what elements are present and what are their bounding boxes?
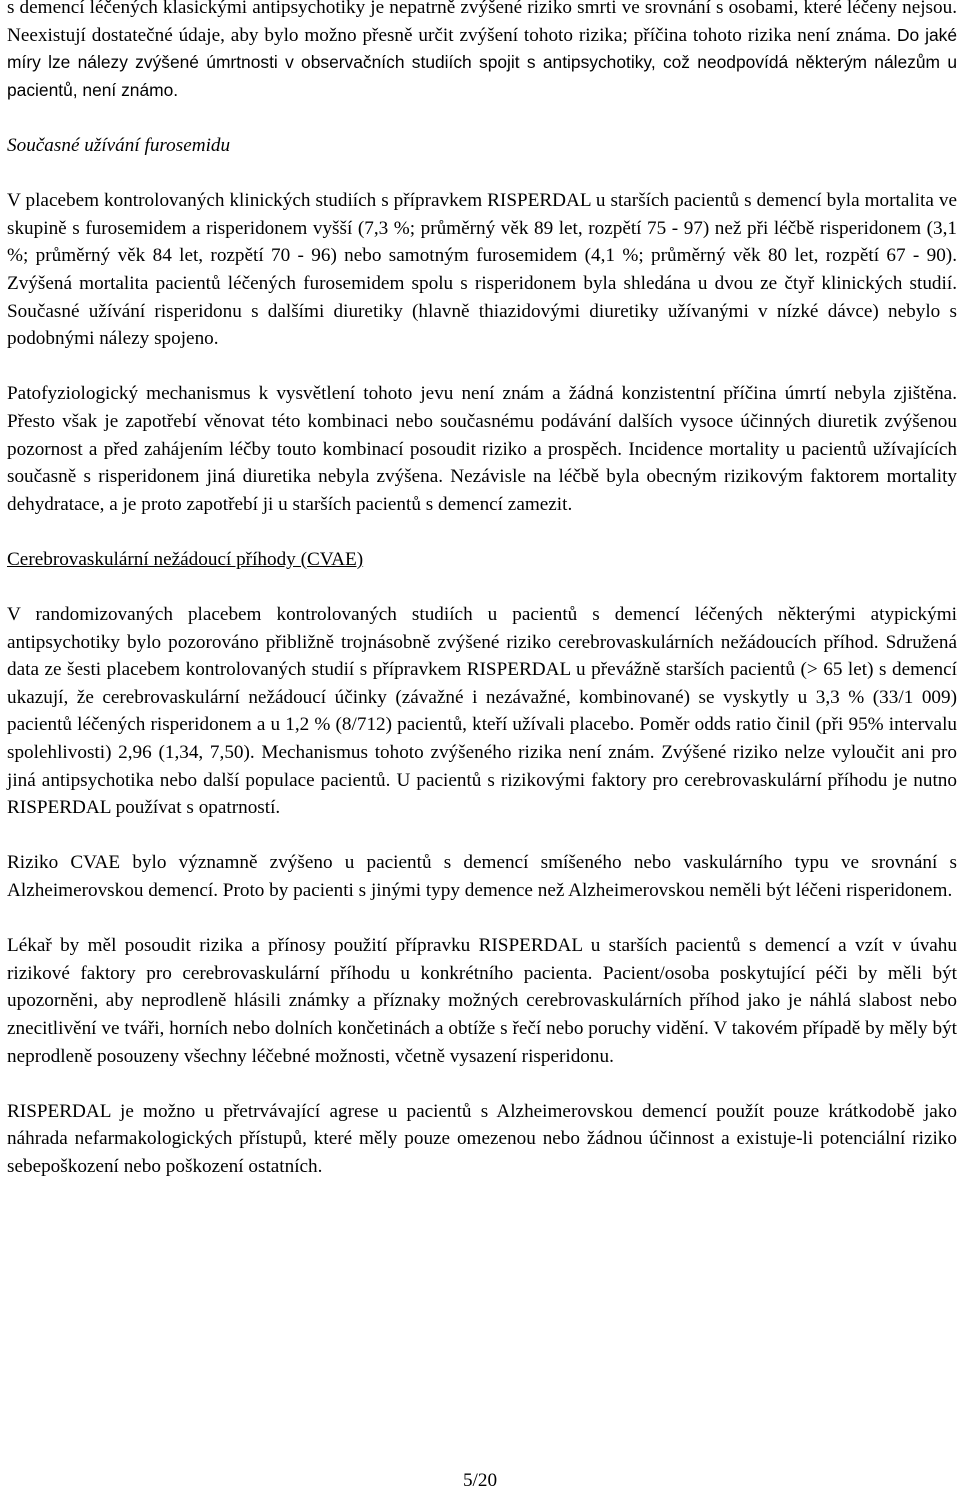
document-page: [7, 0, 957, 1181]
furosemide-paragraph-2: Patofyziologický mechanismus k vysvětlení tohoto jevu není znám a žádná konzistentní příčina úmrtí nebyla zjištěna. Přesto však je zapotřebí věnovat této kombinaci nebo současnému podávání dalších vysoce účinných diuretik zvýšenou pozornost a před zahájením léčby touto kombinací posoudit riziko a prospěch. Incidence mortality u pacientů užívajících současně s risperidonem jiná diuretika nebyla zvýšena. Nezávisle na léčbě byla obecným rizikovým faktorem mortality dehydratace, a je proto zapotřebí ji u starších pacientů s demencí zamezit.: [7, 383, 957, 515]
cvae-paragraph-2: Riziko CVAE bylo významně zvýšeno u pacientů s demencí smíšeného nebo vaskulárního typu ve srovnání s Alzheimerovskou demencí. Proto by pacienti s jinými typy demence než Alzheimerovskou neměli být léčeni risperidonem.: [7, 852, 957, 901]
intro-text-sans: Do jaké míry lze nálezy zvýšené úmrtnosti v observačních studiích spojit s antipsychotiky, což neodpovídá některým nálezům u pacientů, není známo.: [7, 24, 958, 100]
cvae-paragraph-3: Lékař by měl posoudit rizika a přínosy použití přípravku RISPERDAL u starších pacientů s demencí a vzít v úvahu rizikové faktory pro cerebrovaskulární příhodu u konkrétního pacienta. Pacient/osoba poskytující péči by měli být upozorněni, aby neprodleně hlásili známky a příznaky možných cerebrovaskulárních příhod jako je náhlá slabost nebo znecitlivění ve tváři, horních nebo dolních končetinách a obtíže s řečí nebo poruchy vidění. V takovém případě by měly být neprodleně posouzeny všechny léčebné možnosti, včetně vysazení risperidonu.: [7, 935, 957, 1067]
intro-text-serif: s demencí léčených klasickými antipsychotiky je nepatrně zvýšené riziko smrti ve srovnání s osobami, které léčeny nejsou. Neexistují dostatečné údaje, aby bylo možno přesně určit zvýšení tohoto rizika; příčina tohoto rizika není známa.: [7, 0, 957, 46]
cvae-paragraph-1: V randomizovaných placebem kontrolovaných studiích u pacientů s demencí léčených některými atypickými antipsychotiky bylo pozorováno přibližně trojnásobně zvýšené riziko cerebrovaskulárních nežádoucích příhod. Sdružená data ze šesti placebem kontrolovaných studií s přípravkem RISPERDAL u převážně starších pacientů (> 65 let) s demencí ukazují, že cerebrovaskulární nežádoucí účinky (závažné i nezávažné, kombinované) se vyskytly u 3,3 % (33/1 009) pacientů léčených risperidonem a u 1,2 % (8/712) pacientů, kteří užívali placebo. Poměr odds ratio činil (při 95% intervalu spolehlivosti) 2,96 (1,34, 7,50). Mechanismus tohoto zvýšeného rizika není znám. Zvýšené riziko nelze vyloučit ani pro jiná antipsychotika nebo další populace pacientů. U pacientů s rizikovými faktory pro cerebrovaskulární příhodu je nutno RISPERDAL používat s opatrností.: [7, 604, 957, 819]
section-heading-furosemide: Současné užívání furosemidu: [7, 134, 231, 156]
section-heading-cvae: Cerebrovaskulární nežádoucí příhody (CVAE): [7, 548, 364, 570]
page-number: 5/20: [462, 1470, 498, 1491]
intro-paragraph: [7, 0, 957, 104]
cvae-paragraph-4: RISPERDAL je možno u přetrvávající agrese u pacientů s Alzheimerovskou demencí použít pouze krátkodobě jako náhrada nefarmakologických přístupů, které měly pouze omezenou nebo žádnou účinnost a existuje-li potenciální riziko sebepoškození nebo poškození ostatních.: [7, 1100, 957, 1177]
furosemide-paragraph-1: V placebem kontrolovaných klinických studiích s přípravkem RISPERDAL u starších pacientů s demencí byla mortalita ve skupině s furosemidem a risperidonem vyšší (7,3 %; průměrný věk 89 let, rozpětí 75 - 97) než při léčbě risperidonem (3,1 %; průměrný věk 84 let, rozpětí 70 - 96) nebo samotným furosemidem (4,1 %; průměrný věk 80 let, rozpětí 67 - 90). Zvýšená mortalita pacientů léčených furosemidem spolu s risperidonem byla shledána u dvou ze čtyř klinických studií. Současné užívání risperidonu s dalšími diuretiky (hlavně thiazidovými diuretiky užívanými v nízké dávce) nebylo s podobnými nálezy spojeno.: [7, 190, 957, 350]
